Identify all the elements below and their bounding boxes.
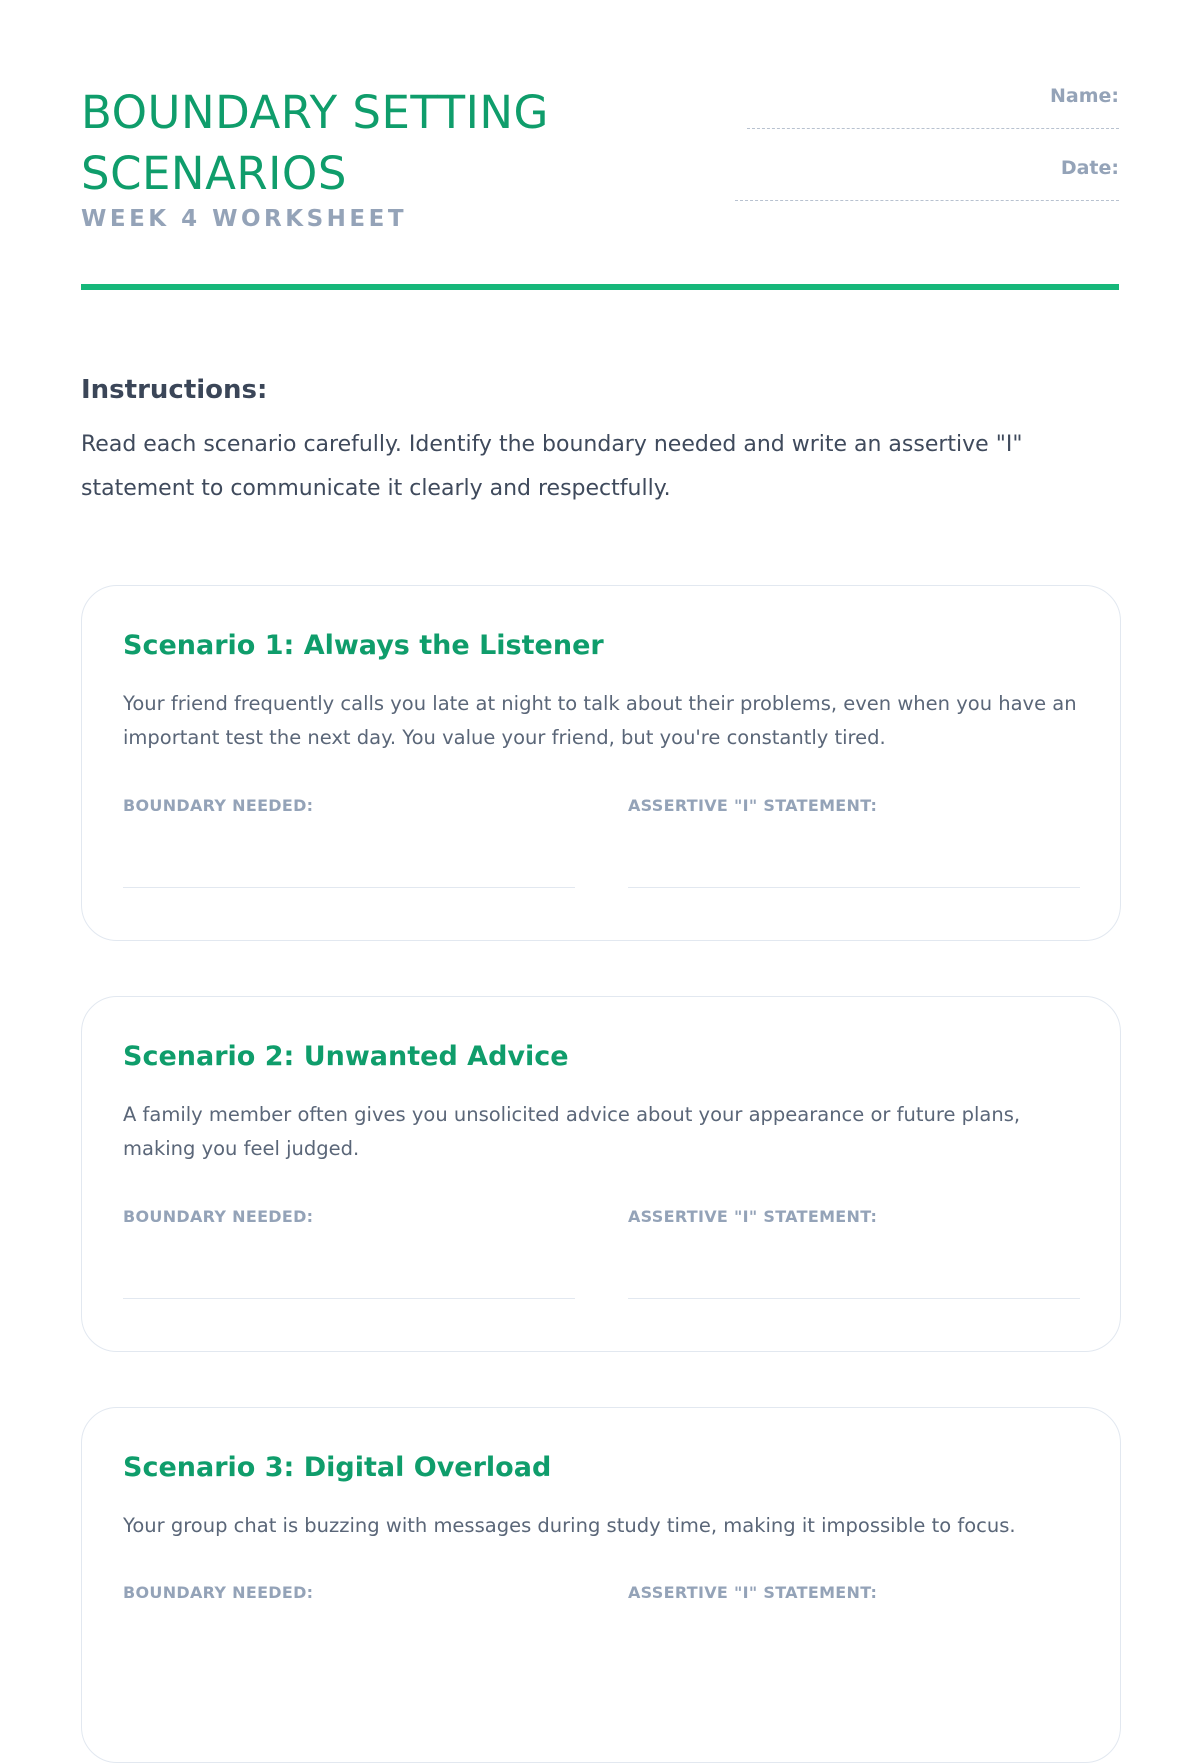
boundary-label: BOUNDARY NEEDED: bbox=[123, 1583, 314, 1602]
scenario-description: Your group chat is buzzing with messages during study time, making it impossible to focus. bbox=[123, 1514, 1016, 1537]
name-date-block bbox=[719, 84, 1119, 201]
statement-label: ASSERTIVE "I" STATEMENT: bbox=[628, 1583, 878, 1602]
name-label: Name: bbox=[1049, 85, 1119, 107]
instructions-text: Read each scenario carefully. Identify the boundary needed and write an assertive "I" statement to communicate it clearly and respectfully. bbox=[81, 432, 1023, 501]
name-row bbox=[719, 84, 1119, 129]
instructions-heading: Instructions: bbox=[81, 375, 268, 405]
page-subtitle: WEEK 4 WORKSHEET bbox=[81, 206, 408, 232]
statement-label: ASSERTIVE "I" STATEMENT: bbox=[628, 1207, 878, 1226]
boundary-answer-line[interactable] bbox=[123, 1298, 575, 1299]
statement-field bbox=[628, 1207, 1080, 1299]
statement-answer-line[interactable] bbox=[628, 887, 1080, 888]
statement-label: ASSERTIVE "I" STATEMENT: bbox=[628, 796, 878, 815]
boundary-field bbox=[123, 1583, 575, 1602]
statement-field bbox=[628, 796, 1080, 888]
scenario-title: Scenario 2: Unwanted Advice bbox=[123, 1041, 569, 1072]
boundary-field bbox=[123, 1207, 575, 1299]
name-field-line[interactable] bbox=[747, 128, 1119, 129]
worksheet-header bbox=[81, 0, 1119, 290]
page-title: BOUNDARY SETTING SCENARIOS bbox=[81, 86, 549, 200]
header-divider bbox=[81, 284, 1119, 290]
scenario-title: Scenario 3: Digital Overload bbox=[123, 1452, 552, 1483]
boundary-label: BOUNDARY NEEDED: bbox=[123, 796, 314, 815]
boundary-field bbox=[123, 796, 575, 888]
statement-field bbox=[628, 1583, 1080, 1602]
instructions-section bbox=[81, 375, 1121, 511]
boundary-answer-line[interactable] bbox=[123, 887, 575, 888]
scenario-description: Your friend frequently calls you late at night to talk about their problems, even when you have an important test the next day. You value your friend, but you're constantly tired. bbox=[123, 692, 1077, 749]
statement-answer-line[interactable] bbox=[628, 1298, 1080, 1299]
date-row bbox=[719, 156, 1119, 201]
scenario-description: A family member often gives you unsolicited advice about your appearance or future plans, making you feel judged. bbox=[123, 1103, 1021, 1160]
scenario-card bbox=[81, 585, 1121, 941]
date-label: Date: bbox=[1060, 157, 1119, 179]
date-field-line[interactable] bbox=[735, 200, 1119, 201]
scenario-title: Scenario 1: Always the Listener bbox=[123, 630, 604, 661]
scenario-card bbox=[81, 996, 1121, 1352]
boundary-label: BOUNDARY NEEDED: bbox=[123, 1207, 314, 1226]
scenario-card bbox=[81, 1407, 1121, 1763]
